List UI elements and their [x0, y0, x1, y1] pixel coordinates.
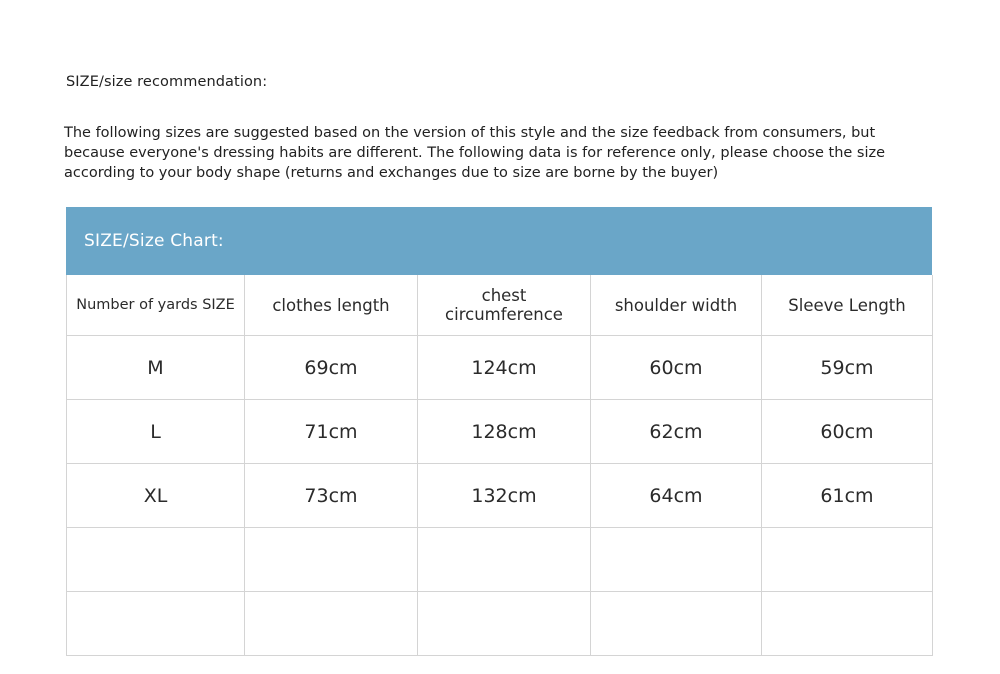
- column-header-shoulder-width: shoulder width: [591, 275, 762, 336]
- table-row: [67, 464, 933, 528]
- size-table-head: [67, 275, 933, 336]
- cell-size: XL: [67, 464, 245, 528]
- size-chart-header: [66, 207, 932, 275]
- table-row: [67, 528, 933, 592]
- cell-size: [67, 592, 245, 656]
- cell-clothes-length: [245, 528, 418, 592]
- cell-sleeve-length: 60cm: [762, 400, 933, 464]
- intro-title: SIZE/size recommendation:: [66, 74, 268, 90]
- intro-paragraph-block: [64, 123, 934, 183]
- cell-clothes-length: 69cm: [245, 336, 418, 400]
- size-chart-header-label: SIZE/Size Chart:: [84, 231, 224, 251]
- cell-clothes-length: 71cm: [245, 400, 418, 464]
- cell-sleeve-length: [762, 528, 933, 592]
- cell-chest-circumference: [418, 528, 591, 592]
- cell-size: M: [67, 336, 245, 400]
- table-row: [67, 400, 933, 464]
- table-row: [67, 336, 933, 400]
- cell-sleeve-length: 59cm: [762, 336, 933, 400]
- cell-chest-circumference: 124cm: [418, 336, 591, 400]
- cell-size: [67, 528, 245, 592]
- intro-paragraph: The following sizes are suggested based on the version of this style and the size feedback from consumers, but because everyone's dressing habits are different. The following data is for reference only, please choose the size according to your body shape (returns and exchanges due to size are borne by the buyer): [64, 125, 886, 181]
- table-header-row: [67, 275, 933, 336]
- size-table: [66, 275, 933, 656]
- cell-shoulder-width: 62cm: [591, 400, 762, 464]
- cell-size: L: [67, 400, 245, 464]
- column-header-size: Number of yards SIZE: [67, 275, 245, 336]
- size-table-body: [67, 336, 933, 656]
- cell-shoulder-width: 64cm: [591, 464, 762, 528]
- cell-chest-circumference: [418, 592, 591, 656]
- column-header-sleeve-length: Sleeve Length: [762, 275, 933, 336]
- cell-chest-circumference: 132cm: [418, 464, 591, 528]
- cell-shoulder-width: 60cm: [591, 336, 762, 400]
- column-header-chest-circumference: chest circumference: [418, 275, 591, 336]
- cell-chest-circumference: 128cm: [418, 400, 591, 464]
- cell-clothes-length: [245, 592, 418, 656]
- cell-clothes-length: 73cm: [245, 464, 418, 528]
- cell-sleeve-length: 61cm: [762, 464, 933, 528]
- cell-shoulder-width: [591, 592, 762, 656]
- size-table-container: [66, 207, 932, 656]
- table-row: [67, 592, 933, 656]
- cell-shoulder-width: [591, 528, 762, 592]
- column-header-clothes-length: clothes length: [245, 275, 418, 336]
- cell-sleeve-length: [762, 592, 933, 656]
